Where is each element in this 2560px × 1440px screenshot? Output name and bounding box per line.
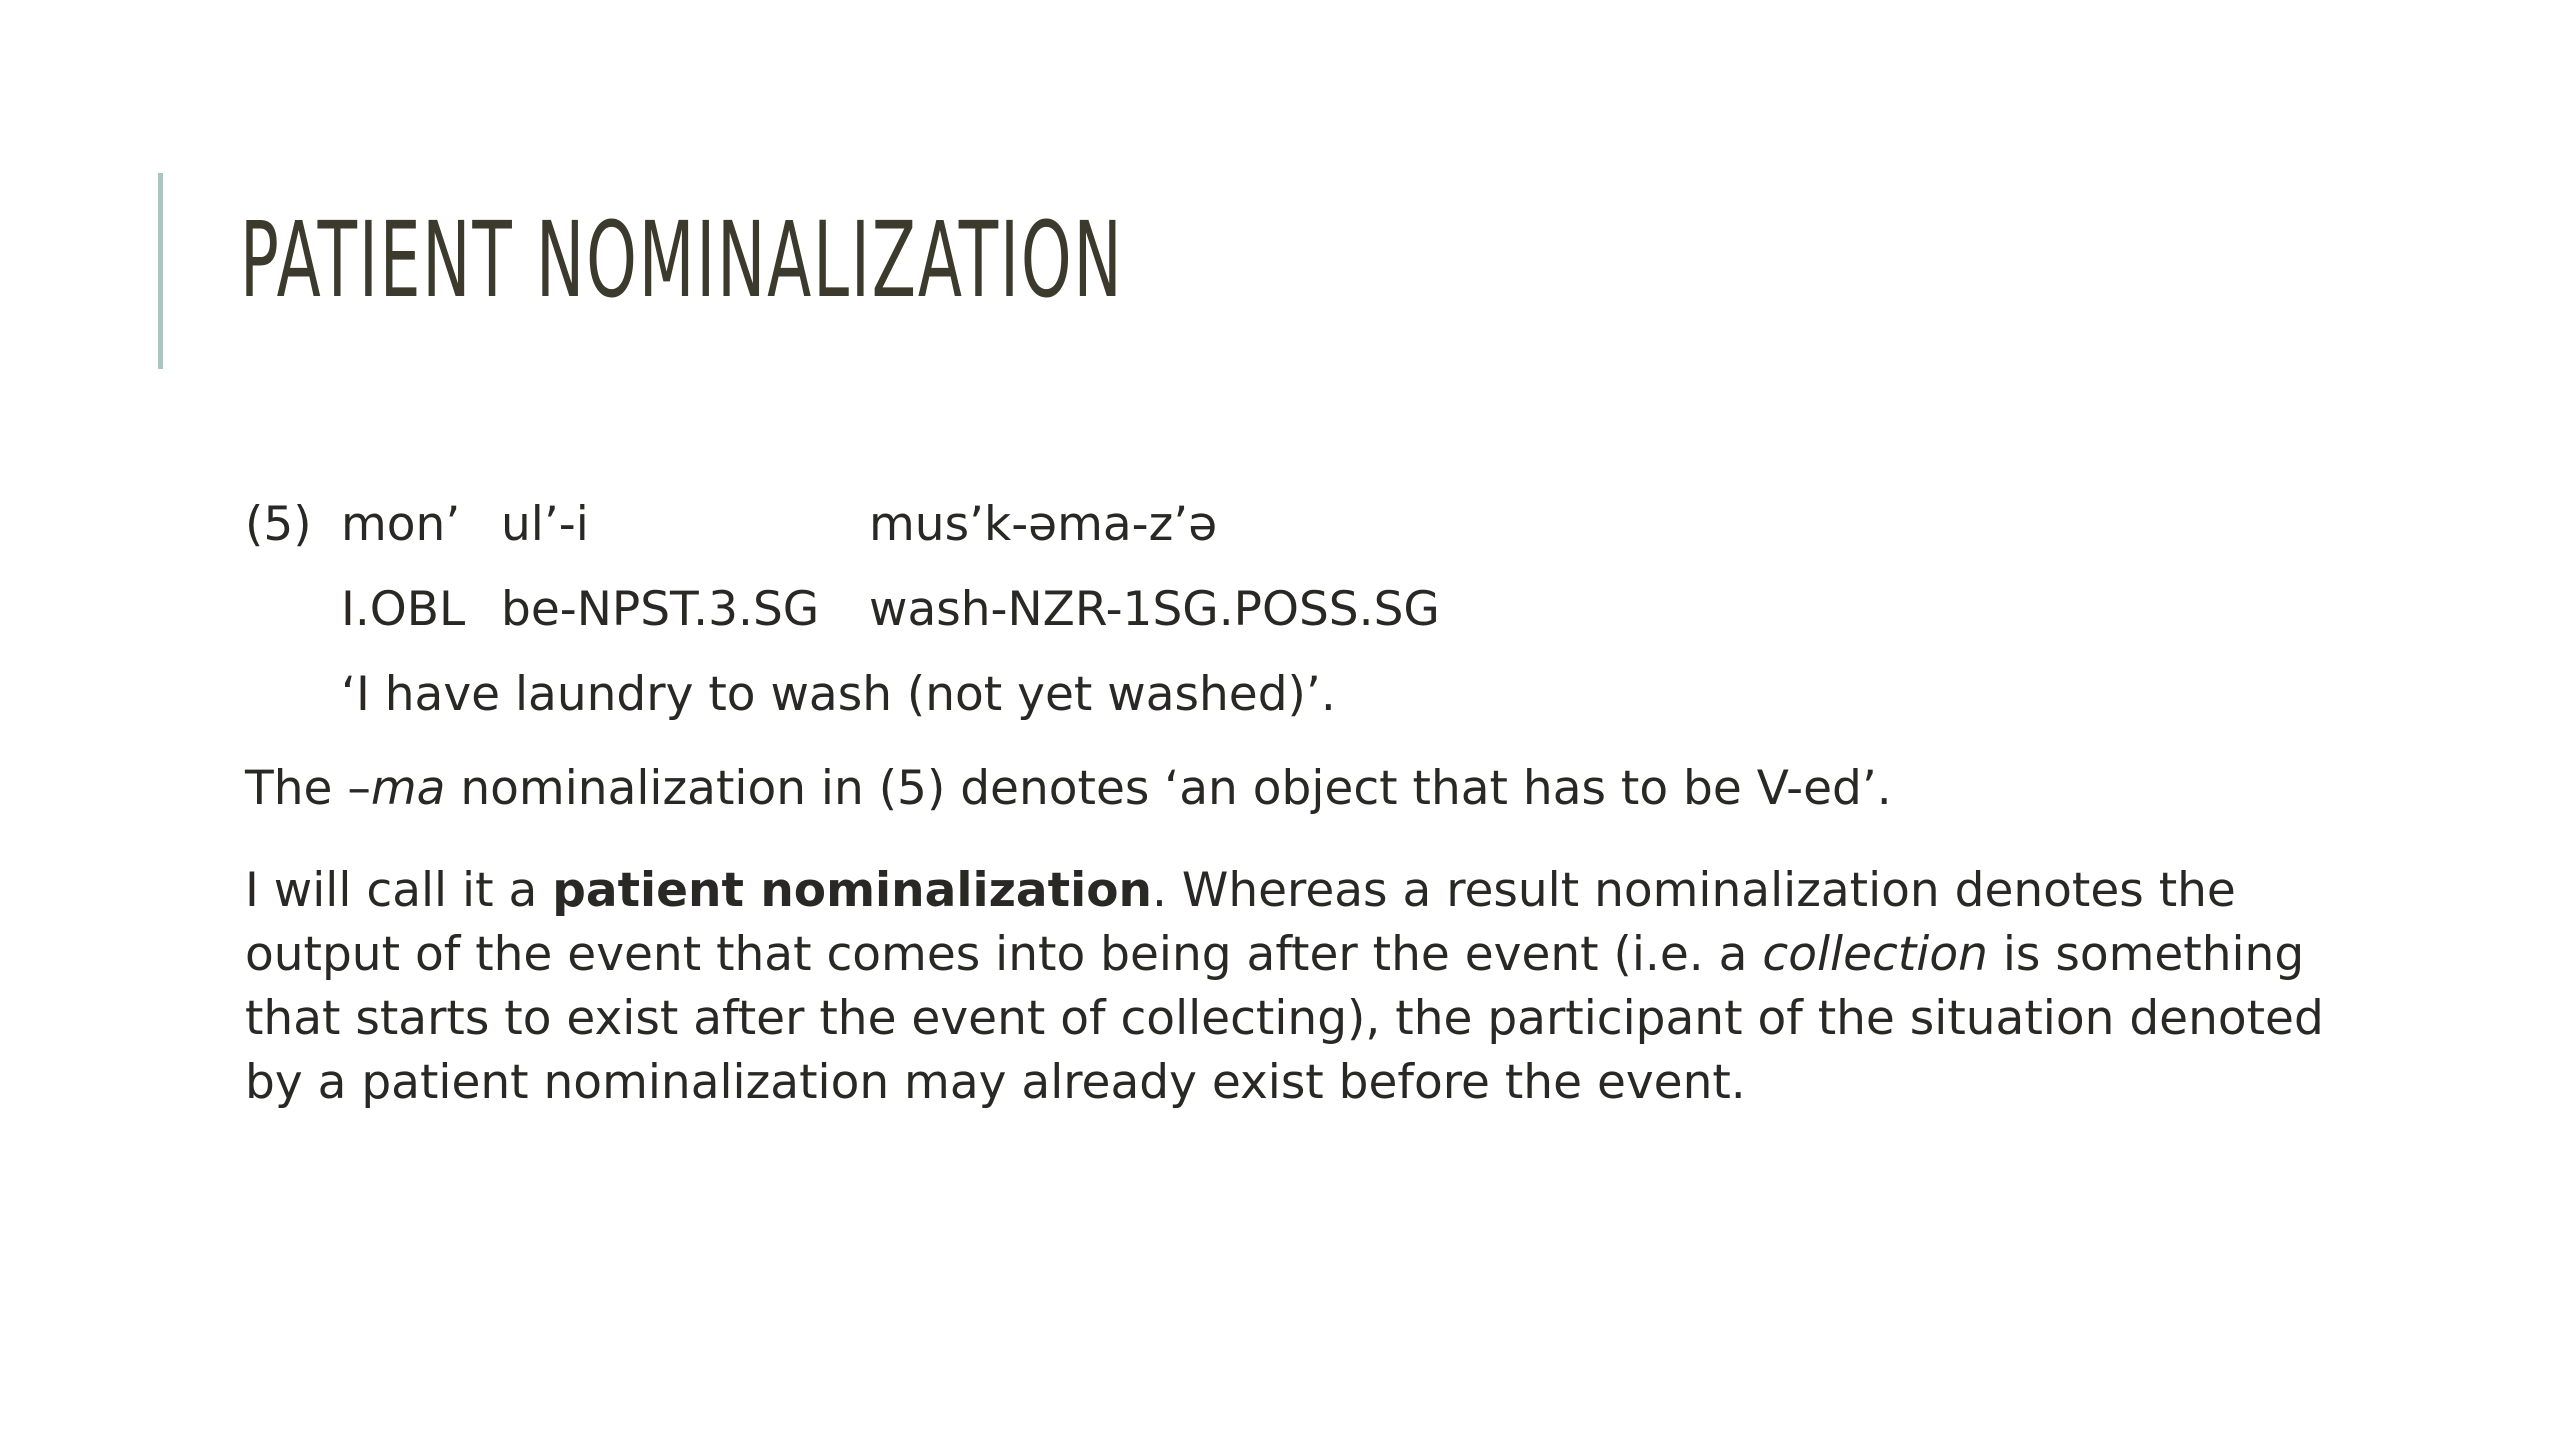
paragraph-text: nominalization in (5) denotes ‘an object that has to be V-ed’. bbox=[445, 761, 1892, 816]
gloss-spacer bbox=[245, 580, 341, 665]
paragraph-text: The – bbox=[245, 761, 371, 816]
paragraph-text: I will call it a bbox=[245, 863, 553, 918]
paragraph-text: . Whereas a result nominalization denotes the output of the event that comes into being after the event (i.e. a bbox=[245, 863, 2236, 982]
gloss-tag-2: be-NPST.3.SG bbox=[501, 582, 820, 637]
gloss-word-3: mus’k-əma-z’ə bbox=[869, 497, 1218, 552]
slide-content bbox=[245, 495, 2385, 1115]
gloss-spacer bbox=[245, 665, 341, 750]
paragraph-text: is something that starts to exist after the event of collecting), the participant of the situation denoted by a patient nominalization may already exist before the event. bbox=[245, 927, 2324, 1110]
title-accent-bar bbox=[158, 173, 163, 369]
italic-term: ma bbox=[370, 761, 446, 816]
slide-title: PATIENT NOMINALIZATION bbox=[240, 199, 1124, 321]
paragraph-patient-nominalization bbox=[245, 859, 2385, 1115]
gloss-tag-1: I.OBL bbox=[341, 582, 466, 637]
gloss-translation: ‘I have laundry to wash (not yet washed)’. bbox=[341, 667, 1336, 722]
gloss-word-2: ul’-i bbox=[501, 497, 589, 552]
example-number: (5) bbox=[245, 497, 312, 552]
italic-term: collection bbox=[1762, 927, 1988, 982]
gloss-tag-3: wash-NZR-1SG.POSS.SG bbox=[869, 582, 1440, 637]
interlinear-gloss-example bbox=[245, 495, 2385, 750]
paragraph-ma-nominalization bbox=[245, 757, 2385, 821]
gloss-word-1: mon’ bbox=[341, 497, 461, 552]
bold-term: patient nominalization bbox=[552, 863, 1152, 918]
